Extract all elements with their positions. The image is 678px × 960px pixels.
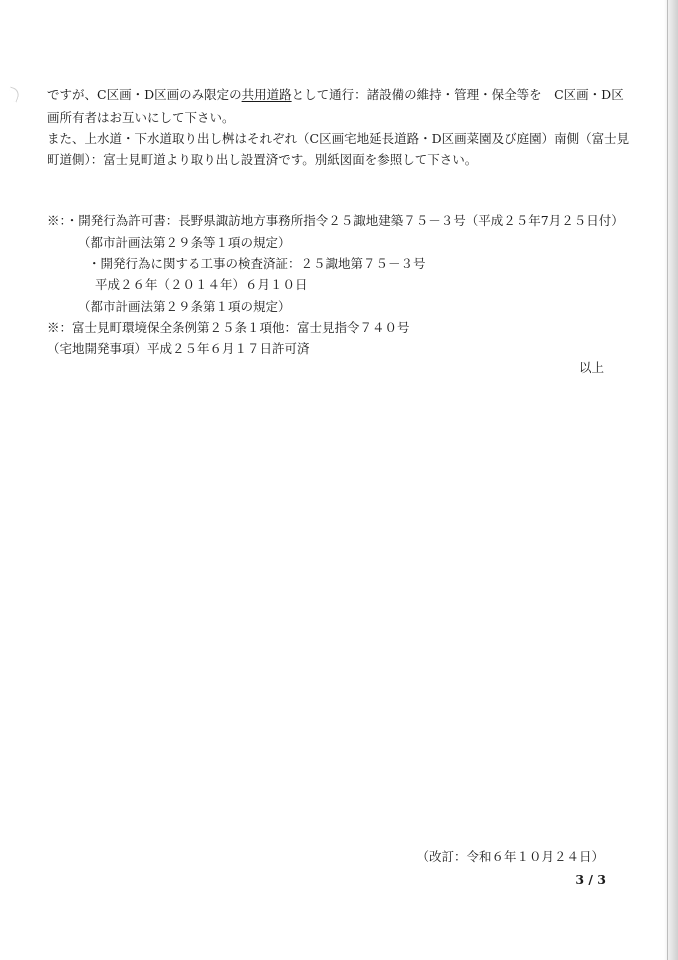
underlined-term: 共用道路 — [241, 87, 292, 102]
note-inspection-law-line: （都市計画法第２９条第１項の規定） — [78, 299, 291, 314]
body-paragraph-2-line-1: また、上水道・下水道取り出し桝はそれぞれ（C区画宅地延長道路・D区画菜園及び庭園）南側（富士見 — [47, 131, 630, 146]
note-inspection-line: ・開発行為に関する工事の検査済証：２５諏地第７５－３号 — [88, 256, 426, 271]
body-paragraph-2-line-2: 町道側）：富士見町道より取り出し設置済です。別紙図面を参照して下さい。 — [47, 152, 478, 167]
note-permit-line: ※：・開発行為許可書：長野県諏訪地方事務所指令２５諏地建築７５－３号（平成２５年7月２５日付） — [47, 213, 624, 228]
revision-date: （改訂：令和６年１０月２４日） — [416, 849, 604, 864]
page-edge-line — [667, 0, 668, 960]
note-ordinance-line: ※：富士見町環境保全条例第２５条１項他：富士見指令７４０号 — [47, 320, 410, 335]
body-text-segment: として通行：諸設備の維持・管理・保全等を C区画・D区 — [291, 87, 624, 102]
page-number: 3 / 3 — [575, 872, 606, 887]
note-ordinance-approval-line: （宅地開発事項）平成２５年６月１７日許可済 — [47, 341, 310, 356]
closing-text: 以上 — [578, 360, 604, 375]
body-paragraph-1-line-2: 画所有者はお互いにして下さい。 — [47, 110, 235, 125]
note-inspection-date-line: 平成２６年（２０１４年）６月１０日 — [95, 277, 308, 292]
note-permit-law-line: （都市計画法第２９条等１項の規定） — [78, 235, 291, 250]
scan-artifact-mark — [6, 87, 21, 103]
body-text-segment: ですが、C区画・D区画のみ限定の — [47, 87, 242, 102]
body-paragraph-1-line-1 — [47, 87, 624, 103]
